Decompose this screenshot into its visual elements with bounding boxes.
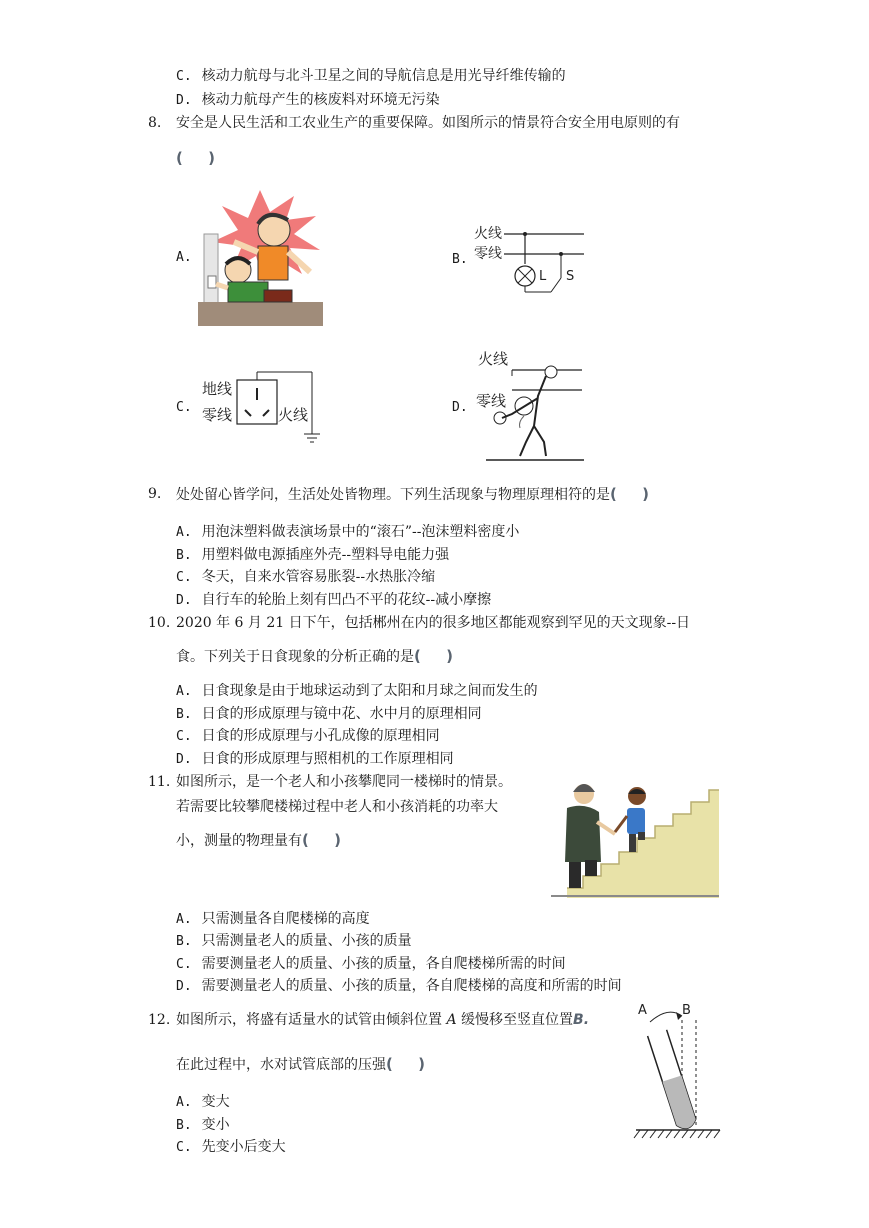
q10-option-c: C. 日食的形成原理与小孔成像的原理相同 <box>176 728 440 744</box>
q12-option-b: B. 变小 <box>176 1117 230 1133</box>
option-text: 核动力航母与北斗卫星之间的导航信息是用光导纤维传输的 <box>201 68 566 84</box>
q10-option-d: D. 日食的形成原理与照相机的工作原理相同 <box>176 751 454 767</box>
neutral-wire-label: 零线 <box>476 392 507 410</box>
q9-option-d: D. 自行车的轮胎上刻有凹凸不平的花纹--减小摩擦 <box>176 592 492 608</box>
lamp-label: L <box>539 269 547 284</box>
q8-fig-b-circuit-diagram <box>468 222 588 294</box>
neutral-wire-label: 零线 <box>202 406 233 424</box>
q11-option-a: A. 只需测量各自爬楼梯的高度 <box>176 911 370 927</box>
q11-stem-line2: 若需要比较攀爬楼梯过程中老人和小孩消耗的功率大 <box>176 799 498 815</box>
q8-fig-d-person-touching-wires <box>472 346 588 464</box>
q9-option-a: A. 用泡沫塑料做表演场景中的“滚石”--泡沫塑料密度小 <box>176 524 520 540</box>
q10-stem-line2: 食。下列关于日食现象的分析正确的是( ) <box>176 647 463 665</box>
q9-option-c: C. 冬天，自来水管容易胀裂--水热胀冷缩 <box>176 569 436 585</box>
q10-option-a: A. 日食现象是由于地球运动到了太阳和月球之间而发生的 <box>176 683 538 699</box>
q11-option-d: D. 需要测量老人的质量、小孩的质量，各自爬楼梯的高度和所需的时间 <box>176 978 622 994</box>
position-a-label: A <box>638 1003 647 1018</box>
q8-fig-c-socket-diagram <box>200 368 330 444</box>
q12-stem-line2: 在此过程中，水对试管底部的压强( ) <box>176 1055 435 1073</box>
answer-paren: ( ) <box>386 1055 435 1073</box>
q12-option-c: C. 先变小后变大 <box>176 1139 286 1155</box>
q8-fig-a-electric-shock-image <box>198 190 323 326</box>
q11-stem-line1: 如图所示，是一个老人和小孩攀爬同一楼梯时的情景。 <box>176 774 512 790</box>
q9-number: 9. <box>148 486 162 502</box>
q11-stem-line3: 小，测量的物理量有( ) <box>176 831 351 849</box>
q11-stairs-climbing-image <box>551 776 719 898</box>
q7-option-d <box>176 90 440 111</box>
option-text: 核动力航母产生的核废料对环境无污染 <box>201 92 440 108</box>
answer-paren: ( ) <box>302 831 351 849</box>
switch-label: S <box>566 269 575 284</box>
q9-stem: 处处留心皆学问，生活处处皆物理。下列生活现象与物理原理相符的是( ) <box>176 485 659 503</box>
q8-fig-a-label: A. <box>176 250 192 265</box>
q12-test-tube-diagram <box>632 998 722 1140</box>
live-wire-label: 火线 <box>278 406 309 424</box>
q10-stem-line1: 2020 年 6 月 21 日下午，包括郴州在内的很多地区都能观察到罕见的天文现象--日 <box>176 615 691 631</box>
position-b-label: B. <box>573 1012 590 1028</box>
q8-fig-b-label: B. <box>452 252 468 267</box>
q10-option-b: B. 日食的形成原理与镜中花、水中月的原理相同 <box>176 706 482 722</box>
q8-stem: 安全是人民生活和工农业生产的重要保障。如图所示的情景符合安全用电原则的有 <box>176 115 680 131</box>
live-wire-label: 火线 <box>478 350 509 368</box>
q11-number: 11. <box>148 774 171 790</box>
live-wire-label: 火线 <box>474 226 502 242</box>
q11-option-c: C. 需要测量老人的质量、小孩的质量，各自爬楼梯所需的时间 <box>176 956 566 972</box>
q11-option-b: B. 只需测量老人的质量、小孩的质量 <box>176 933 412 949</box>
q8-number: 8. <box>148 115 162 131</box>
q9-option-b: B. 用塑料做电源插座外壳--塑料导电能力强 <box>176 547 450 563</box>
option-label: D. <box>176 93 192 108</box>
q12-option-a: A. 变大 <box>176 1094 230 1110</box>
answer-paren: ( ) <box>414 647 463 665</box>
option-label: C. <box>176 69 192 84</box>
ground-wire-label: 地线 <box>202 380 233 398</box>
q8-fig-c-label: C. <box>176 400 192 415</box>
neutral-wire-label: 零线 <box>474 246 502 262</box>
position-b-label: B <box>682 1003 691 1018</box>
q12-stem-line1: 如图所示，将盛有适量水的试管由倾斜位置 A 缓慢移至竖直位置B. <box>176 1012 590 1028</box>
q8-answer-paren: ( ) <box>176 149 225 167</box>
q8-fig-d-label: D. <box>452 400 468 415</box>
q7-option-c <box>176 66 566 87</box>
answer-paren: ( ) <box>610 485 659 503</box>
q12-number: 12. <box>148 1012 171 1028</box>
q10-number: 10. <box>148 615 171 631</box>
